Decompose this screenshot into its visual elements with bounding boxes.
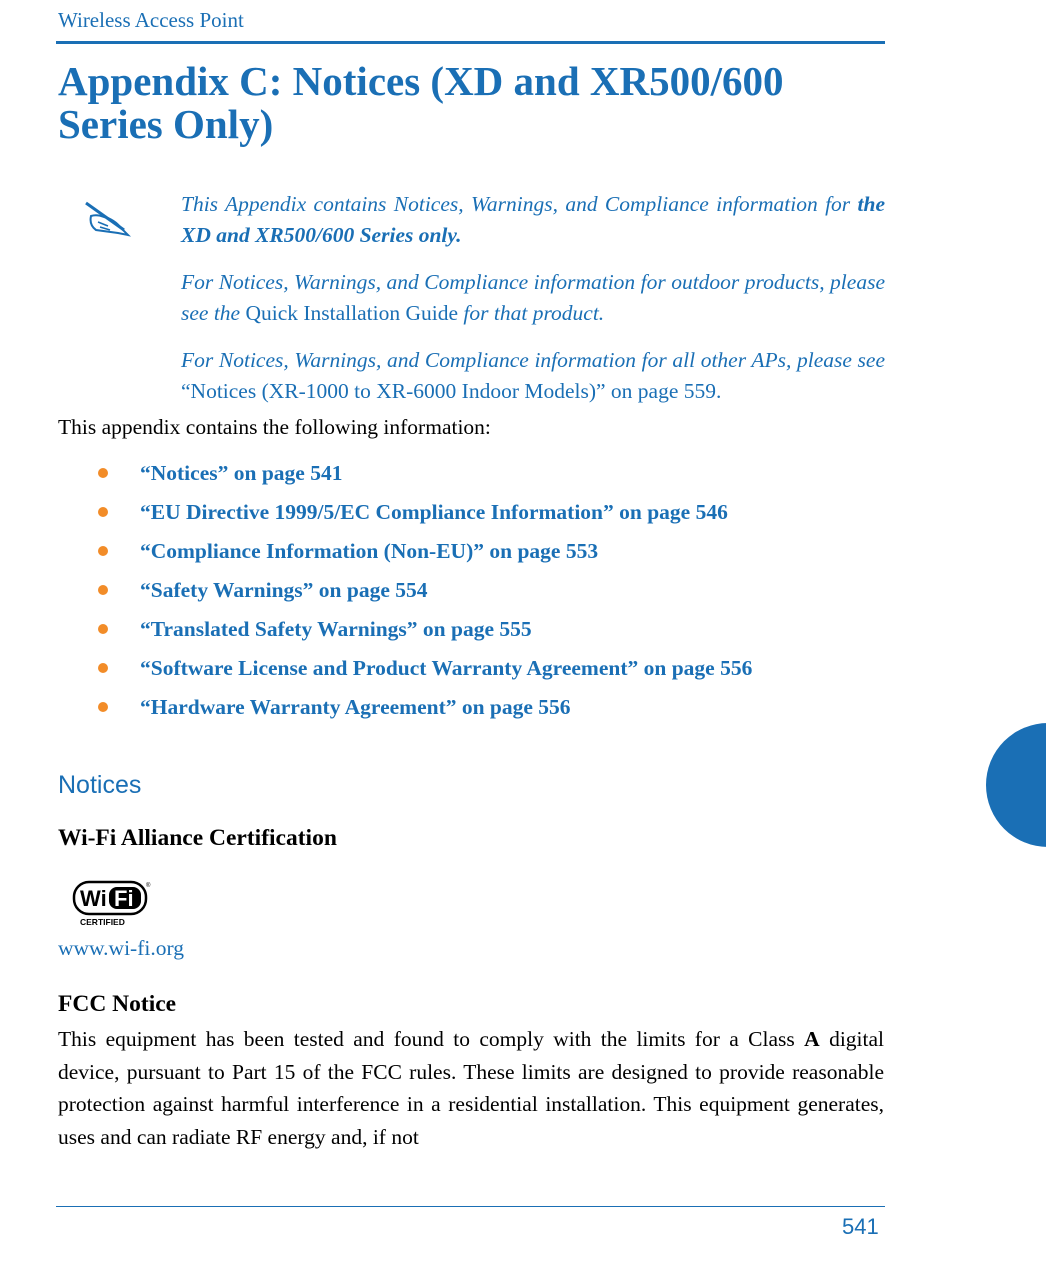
- toc-item: [98, 496, 752, 535]
- bullet-icon: [98, 663, 108, 673]
- fcc-text: digital device, pursuant to Part 15 of the FCC rules. These limits are designed to provide reasonable protection against harmful interference in a residential installation. This equipment generates, uses and can radiate RF energy and, if not: [58, 1027, 885, 1149]
- wifi-logo-caption: CERTIFIED: [80, 917, 125, 927]
- toc-link[interactable]: “Hardware Warranty Agreement” on page 556: [140, 695, 571, 719]
- notices-heading: Notices: [58, 771, 142, 799]
- toc-item: [98, 535, 752, 574]
- toc-item: [98, 574, 752, 613]
- running-header: Wireless Access Point: [58, 8, 244, 32]
- indoor-notices-link[interactable]: “Notices (XR-1000 to XR-6000 Indoor Models)” on page 559.: [181, 379, 722, 403]
- guide-title: Quick Installation Guide: [245, 301, 459, 325]
- bullet-icon: [98, 585, 108, 595]
- page-title-line-1: Appendix C: Notices (XD and XR500/600: [58, 58, 784, 104]
- toc-link[interactable]: “Compliance Information (Non-EU)” on page 553: [140, 539, 599, 563]
- fcc-class-letter: A: [804, 1027, 820, 1051]
- note-text: For Notices, Warnings, and Compliance information for all other APs, please see: [181, 348, 885, 372]
- header-rule: [56, 41, 885, 44]
- bullet-icon: [98, 546, 108, 556]
- toc-item: [98, 691, 752, 730]
- note-paragraph-2: [181, 267, 885, 329]
- bullet-icon: [98, 468, 108, 478]
- toc-item: [98, 652, 752, 691]
- bullet-icon: [98, 507, 108, 517]
- wifi-logo-wi: Wi: [80, 886, 107, 911]
- toc-item: [98, 457, 752, 496]
- note-text: For Notices, Warnings, and Compliance information for outdoor products, please see the: [181, 270, 885, 325]
- note-text: This Appendix contains Notices, Warnings, and Compliance information for: [181, 192, 858, 216]
- wifi-logo-registered-mark: ®: [146, 883, 151, 889]
- footer-rule: [56, 1206, 885, 1207]
- wifi-website-link[interactable]: www.wi-fi.org: [58, 936, 184, 960]
- page-title-line-2: Series Only): [58, 101, 274, 147]
- fcc-notice-heading: FCC Notice: [58, 991, 177, 1017]
- pencil-note-icon: [84, 200, 134, 238]
- bullet-icon: [98, 624, 108, 634]
- wifi-certification-heading: Wi-Fi Alliance Certification: [58, 825, 337, 851]
- toc-link[interactable]: “Translated Safety Warnings” on page 555: [140, 617, 532, 641]
- wifi-certified-logo: [72, 879, 152, 929]
- toc-item: [98, 613, 752, 652]
- page-number: 541: [842, 1214, 879, 1239]
- note-paragraph-3: [181, 345, 885, 407]
- bullet-icon: [98, 702, 108, 712]
- wifi-logo-fi: Fi: [114, 886, 134, 911]
- fcc-notice-body: [58, 1023, 884, 1153]
- toc-list: [98, 457, 752, 730]
- toc-link[interactable]: “EU Directive 1999/5/EC Compliance Information” on page 546: [140, 500, 728, 524]
- note-emphasis: the XD and XR500/600 Series only.: [181, 192, 885, 247]
- toc-link[interactable]: “Safety Warnings” on page 554: [140, 578, 428, 602]
- toc-link[interactable]: “Notices” on page 541: [140, 461, 343, 485]
- note-text: for that product.: [458, 301, 605, 325]
- toc-link[interactable]: “Software License and Product Warranty Agreement” on page 556: [140, 656, 753, 680]
- note-block: [181, 189, 885, 423]
- intro-text: This appendix contains the following information:: [58, 415, 491, 439]
- note-paragraph-1: [181, 189, 885, 251]
- page-title: [58, 60, 888, 146]
- chapter-thumb-tab: [986, 723, 1046, 847]
- fcc-text: This equipment has been tested and found to comply with the limits for a Class: [58, 1027, 805, 1051]
